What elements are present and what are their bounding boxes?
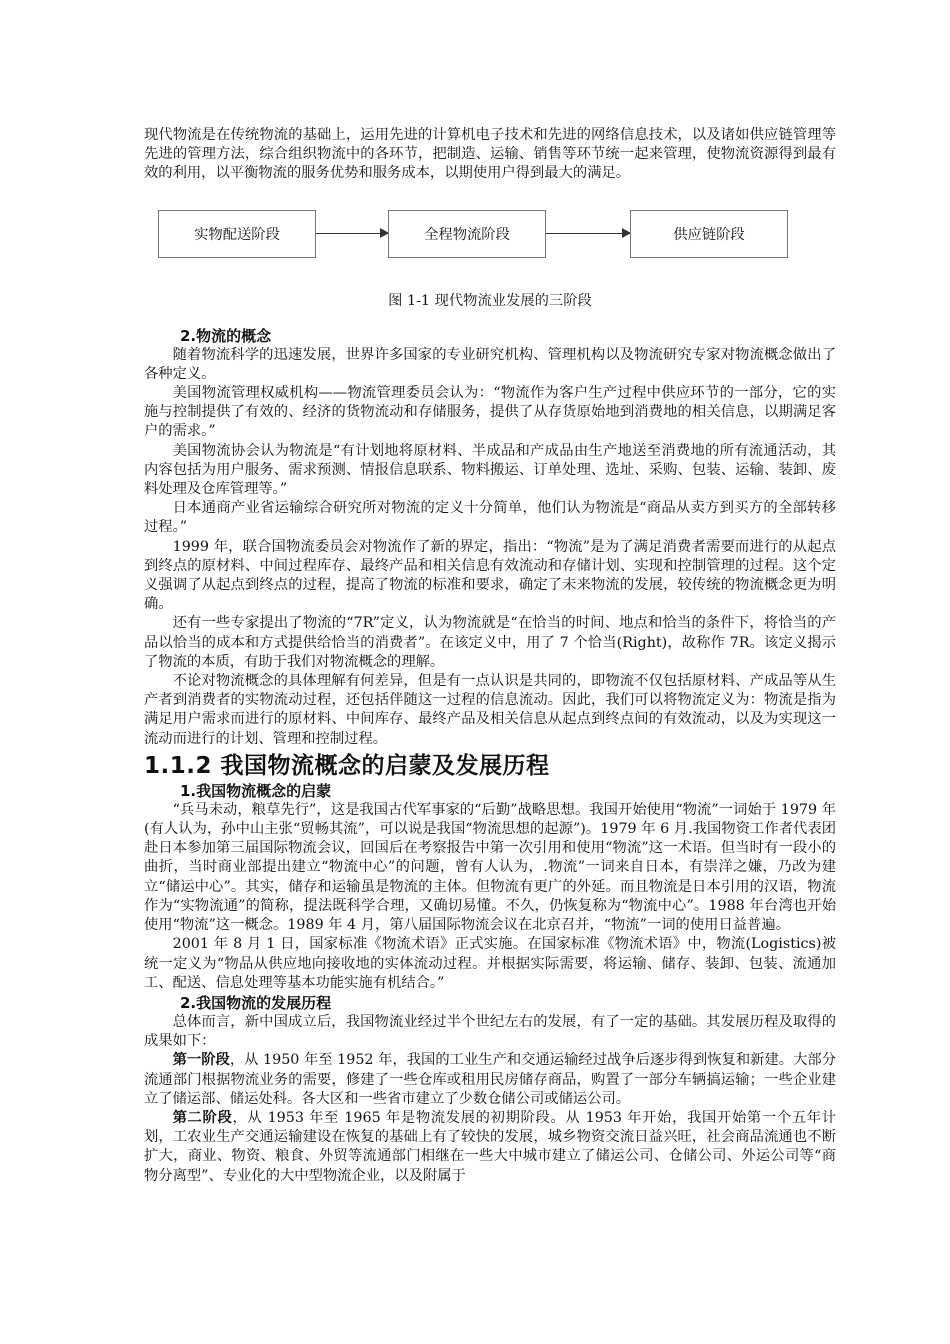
three-stage-diagram [144, 210, 836, 284]
document-page [144, 126, 836, 1186]
concept-paragraph-3: 美国物流协会认为物流是“有计划地将原材料、半成品和产成品由生产地送至消费地的所有流通活动，其内容包括为用户服务、需求预测、情报信息联系、物料搬运、订单处理、选址、采购、包装、运输、装卸、废料处理及仓库管理等。” [144, 442, 836, 498]
enlightenment-heading: 1.我国物流概念的启蒙 [180, 781, 332, 800]
concept-heading: 2.物流的概念 [180, 326, 272, 345]
concept-paragraph-2: 美国物流管理权威机构——物流管理委员会认为：“物流作为客户生产过程中供应环节的一部分，它的实施与控制提供了有效的、经济的货物流动和存储服务，提供了从存货原始地到消费地的相关信息，以期满足客户的需求。” [144, 385, 836, 440]
concept-paragraph-6: 还有一些专家提出了物流的“7R”定义，认为物流就是“在恰当的时间、地点和恰当的条件下，将恰当的产品以恰当的成本和方式提供给恰当的消费者”。在该定义中，用了 7 个恰当(Right)，故称作 7R。该定义揭示了物流的本质，有助于我们对物流概念的理解。 [144, 615, 836, 670]
stage-2-text: ，从 1953 年至 1965 年是物流发展的初期阶段。从 1953 年开始，我国开始第一个五年计划，工农业生产交通运输建设在恢复的基础上有了较快的发展，城乡物资交流日益兴旺，社会商品流通也不断扩大，商业、物资、粮食、外贸等流通部门相继在一些大中城市建立了储运公司、仓储公司、外运公司等“商物分离型”、专业化的大中型物流企业，以及附属于 [144, 1109, 837, 1184]
stage-1-paragraph [144, 1051, 836, 1109]
figure-caption: 图 1-1 现代物流业发展的三阶段 [388, 292, 592, 309]
intro-paragraph: 现代物流是在传统物流的基础上，运用先进的计算机电子技术和先进的网络信息技术，以及诸如供应链管理等先进的管理方法，综合组织物流中的各环节，把制造、运输、销售等环节统一起来管理，使物流资源得到最有效的利用，以平衡物流的服务优势和服务成本，以期使用户得到最大的满足。 [144, 127, 836, 182]
stage-1-text: ，从 1950 年至 1952 年，我国的工业生产和交通运输经过战争后逐步得到恢复和新建。大部分流通部门根据物流业务的需要，修建了一些仓库或租用民房储存商品，购置了一部分车辆搞运输；一些企业建立了储运部、储运处科。各大区和一些省市建立了少数仓储公司或储运公司。 [144, 1052, 836, 1107]
stage-box-1: 实物配送阶段 [158, 210, 316, 258]
stage-box-3: 供应链阶段 [630, 210, 788, 258]
concept-paragraph-4: 日本通商产业省运输综合研究所对物流的定义十分简单，他们认为物流是“商品从卖方到买方的全部转移过程。” [144, 500, 836, 536]
concept-paragraph-7: 不论对物流概念的具体理解有何差异，但是有一点认识是共同的，即物流不仅包括原材料、产成品等从生产者到消费者的实物流动过程，还包括伴随这一过程的信息流动。因此，我们可以将物流定义为：物流是指为满足用户需求而进行的原材料、中间库存、最终产品及相关信息从起点到终点间的有效流动，以及为实现这一流动而进行的计划、管理和控制过程。 [144, 673, 836, 747]
stage-box-2: 全程物流阶段 [388, 210, 546, 258]
arrow-2 [546, 233, 630, 234]
enlightenment-paragraph-1: “兵马未动，粮草先行”，这是我国古代军事家的“后勤”战略思想。我国开始使用“物流”一词始于 1979 年(有人认为，孙中山主张“贸畅其流”，可以说是我国“物流思想的起源”)。1979 年 6 月.我国物资工作者代表团赴日本参加第三届国际物流会议，回国后在考察报告中第一次引用和使用“物流”这一术语。但当时有一段小的曲折，当时商业部提出建立“物流中心”的问题，曾有人认为，.物流”一词来自日本，有崇洋之嫌，乃改为建立“储运中心”。其实，储存和运输虽是物流的主体。但物流有更广的外延。而且物流是日本引用的汉语，物流作为“实物流通”的简称，提法既科学合理，又确切易懂。不久，仍恢复称为“物流中心”。1988 年台湾也开始使用“物流”这一概念。1989 年 4 月，第八届国际物流会议在北京召并，“物流”一词的使用日益普遍。 [144, 801, 836, 934]
concept-paragraph-1: 随着物流科学的迅速发展，世界许多国家的专业研究机构、管理机构以及物流研究专家对物流概念做出了各种定义。 [144, 346, 836, 382]
enlightenment-paragraph-2: 2001 年 8 月 1 日，国家标准《物流术语》正式实施。在国家标准《物流术语》中，物流(Logistics)被统一定义为“物品从供应地向接收地的实体流动过程。并根据实际需要，将运输、储存、装卸、包装、流通加工、配送、信息处理等基本功能实施有机结合。” [144, 936, 836, 991]
development-heading: 2.我国物流的发展历程 [180, 993, 332, 1012]
stage-2-label: 第二阶段 [172, 1109, 233, 1126]
section-heading-1-1-2: 1.1.2 我国物流概念的启蒙及发展历程 [144, 752, 550, 779]
arrow-1 [316, 233, 388, 234]
stage-1-label: 第一阶段 [172, 1052, 230, 1069]
development-intro: 总体而言，新中国成立后，我国物流业经过半个世纪左右的发展，有了一定的基础。其发展历程及取得的成果如下： [144, 1013, 836, 1050]
concept-paragraph-5: 1999 年，联合国物流委员会对物流作了新的界定，指出：“物流”是为了满足消费者需要而进行的从起点到终点的原材料、中间过程库存、最终产品和相关信息有效流动和存储计划、实现和控制管理的过程。这个定义强调了从起点到终点的过程，提高了物流的标准和要求，确定了未来物流的发展，较传统的物流概念更为明确。 [144, 538, 836, 613]
stage-2-paragraph [144, 1109, 836, 1186]
